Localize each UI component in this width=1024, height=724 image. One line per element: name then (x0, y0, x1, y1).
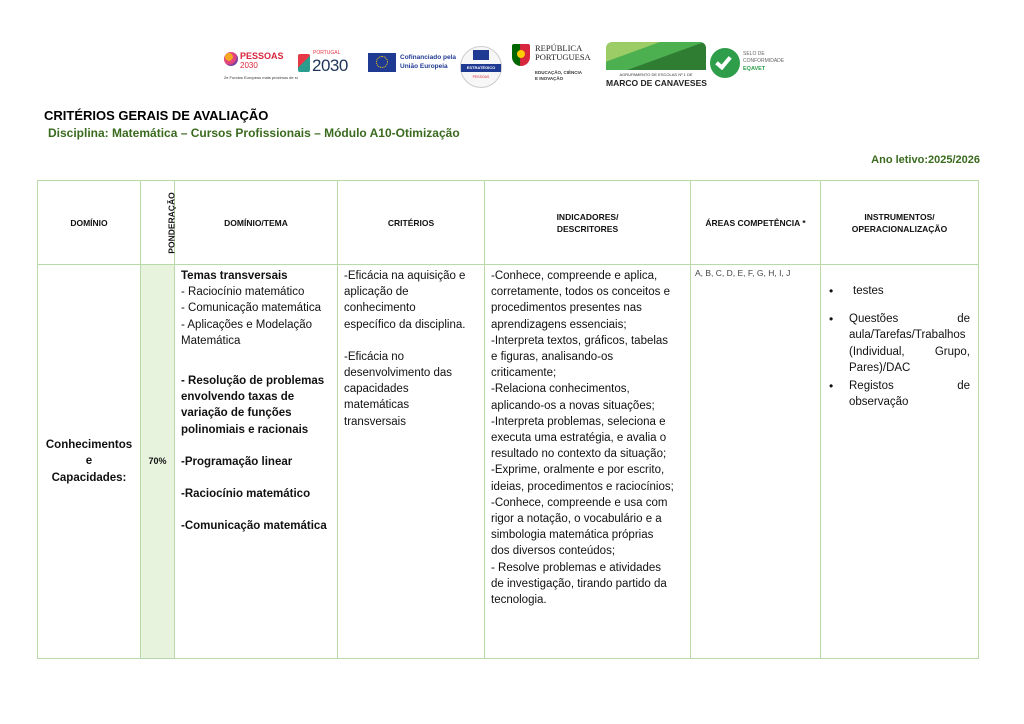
pessoas-mark-icon (224, 52, 238, 66)
checkmark-icon (710, 48, 740, 78)
ponderacao-value: 70% (141, 265, 175, 659)
header-criterios: CRITÉRIOS (338, 181, 485, 265)
indicador-line: criticamente; (491, 367, 557, 380)
criterio-line: desenvolvimento das (344, 367, 453, 380)
criterio-line: transversais (344, 415, 406, 428)
header-indicadores-line-2: DESCRITORES (556, 223, 619, 234)
hills-icon (606, 42, 706, 70)
portugal-2030-name: 2030 (312, 56, 348, 75)
republica-line-1: REPÚBLICA (535, 43, 583, 53)
instrumentos-list (821, 265, 978, 410)
tema-topic-comunicacao: -Comunicação matemática (181, 520, 327, 533)
republica-ministry (535, 70, 582, 82)
instrumento-text: Registos de observação (849, 380, 970, 409)
indicador-line: tecnologia. (491, 594, 547, 607)
eqavet-logo (710, 42, 800, 92)
indicador-line: -Interpreta problemas, seleciona e (491, 415, 666, 428)
dominio-line-2: e (85, 455, 93, 468)
indicador-line: e figuras, analisando-os (491, 351, 614, 364)
indicador-line: ideias, procedimentos e raciocínios; (491, 480, 674, 493)
header-ponderacao (141, 181, 175, 265)
pessoas-logo-name: PESSOAS (240, 51, 284, 61)
header-instrumentos-line-2: OPERACIONALIZAÇÃO (851, 223, 948, 234)
agrupamento-line-1: AGRUPAMENTO DE ESCOLAS Nº 1 DE (619, 72, 693, 77)
partner-logos-bar (222, 42, 802, 92)
pessoas-2030-logo (222, 42, 298, 92)
indicador-line: de investigação, tirando partido da (491, 577, 667, 590)
tema-topic-resolucao: polinomiais e racionais (181, 423, 309, 436)
agrupamento-line-2: MARCO DE CANAVESES (606, 78, 707, 88)
list-item (829, 311, 970, 376)
portugal-2030-logo (296, 42, 356, 92)
indicador-line: -Conhece, compreende e usa com (491, 496, 668, 509)
eu-line-1: Cofinanciado pela (400, 54, 456, 61)
instrumento-text: Questões de aula/Tarefas/Trabalhos (Individual, Grupo, Pares)/DAC (849, 313, 970, 374)
dominio-cell (38, 265, 141, 659)
indicador-line: executa uma estratégia, e avalia o (491, 432, 667, 445)
eqavet-seal-text (743, 51, 784, 64)
republica-line-2: PORTUGUESA (535, 52, 591, 62)
republica-name (535, 44, 591, 62)
eqavet-name: EQAVET (743, 66, 766, 72)
tema-item: - Raciocínio matemático (181, 286, 305, 299)
plano-estrategico-logo (458, 42, 506, 92)
republica-sub-2: E INOVAÇÃO (535, 76, 564, 81)
criterios-cell (338, 265, 485, 659)
table-header-row (38, 181, 979, 265)
tema-topic-resolucao: envolvendo taxas de (181, 391, 295, 404)
header-indicadores (485, 181, 691, 265)
indicador-line: resultado no contexto da situação; (491, 448, 667, 461)
indicador-line: -Conhece, compreende e aplica, (491, 270, 658, 282)
criterio-line: conhecimento (344, 302, 416, 315)
tema-topic-resolucao: variação de funções (181, 407, 292, 420)
republica-portuguesa-logo (512, 42, 604, 92)
criterio-line: -Eficácia no (344, 350, 405, 363)
header-instrumentos (821, 181, 979, 265)
plano-eu-flag-icon (473, 50, 489, 60)
indicador-line: rigor a notação, o vocabulário e a (491, 513, 662, 526)
indicador-line: -Exprime, oralmente e por escrito, (491, 464, 665, 477)
indicador-line: corretamente, todos os conceitos e (491, 286, 670, 299)
tema-item: - Comunicação matemática (181, 302, 321, 315)
indicador-line: aplicando-os a novas situações; (491, 399, 655, 412)
indicador-line: simbologia matemática próprias (491, 529, 654, 542)
tema-heading: Temas transversais (181, 270, 288, 282)
plano-sub-text: PESSOAS (472, 75, 490, 79)
criterio-line: -Eficácia na aquisição e (344, 270, 466, 282)
header-tema: DOMÍNIO/TEMA (175, 181, 338, 265)
portugal-2030-small: PORTUGAL (313, 50, 341, 56)
areas-cell (691, 265, 821, 659)
tema-topic-raciocinio: -Raciocínio matemático (181, 488, 311, 501)
indicador-line: -Relaciona conhecimentos, (491, 383, 630, 396)
tema-cell (175, 265, 338, 659)
criteria-table (37, 180, 979, 659)
tema-topic-resolucao: - Resolução de problemas (181, 375, 325, 388)
areas-competencia-list: A, B, C, D, E, F, G, H, I, J (695, 268, 791, 278)
document-subtitle: Disciplina: Matemática – Cursos Profissionais – Módulo A10-Otimização (48, 126, 460, 140)
header-ponderacao-text: PONDERAÇÃO (166, 191, 177, 254)
tema-item: - Aplicações e Modelação (181, 318, 313, 331)
pessoas-logo-year: 2030 (240, 61, 258, 70)
republica-sub-1: EDUCAÇÃO, CIÊNCIA (535, 70, 583, 75)
school-year: Ano letivo:2025/2026 (871, 154, 980, 166)
indicador-line: - Resolve problemas e atividades (491, 561, 662, 574)
indicador-line: aprendizagens essenciais; (491, 318, 627, 331)
eu-line-2: União Europeia (400, 63, 448, 70)
dominio-line-3: Capacidades: (51, 471, 127, 484)
eu-cofinanced-text (400, 53, 456, 71)
indicador-line: dos diversos conteúdos; (491, 545, 616, 558)
dominio-line-1: Conhecimentos (45, 439, 133, 452)
list-item (829, 378, 970, 410)
document-title: CRITÉRIOS GERAIS DE AVALIAÇÃO (44, 108, 269, 123)
header-indicadores-line-1: INDICADORES/ (556, 211, 619, 222)
criterio-line: capacidades (344, 383, 409, 396)
indicador-line: procedimentos presentes nas (491, 302, 642, 315)
portugal-2030-mark-icon (298, 54, 310, 72)
pessoas-logo-tagline: 2e Fundos Europeus mais próximos de si (224, 75, 298, 80)
table-row (38, 265, 979, 659)
header-areas: ÁREAS COMPETÊNCIA * (691, 181, 821, 265)
tema-item: Matemática (181, 334, 241, 347)
tema-topic-programacao: -Programação linear (181, 455, 293, 468)
header-instrumentos-line-1: INSTRUMENTOS/ (864, 211, 935, 222)
list-item (829, 283, 970, 299)
indicadores-cell (485, 265, 691, 659)
header-dominio: DOMÍNIO (38, 181, 141, 265)
plano-band-text: ESTRATÉGICO (461, 64, 501, 72)
criterio-line: matemáticas (344, 399, 410, 412)
eqavet-line-2: CONFORMIDADE (743, 57, 785, 64)
criterio-line: aplicação de (344, 286, 409, 299)
eqavet-line-1: SELO DE (743, 51, 765, 57)
portugal-shield-icon (512, 44, 530, 66)
instrumentos-cell (821, 265, 979, 659)
eu-flag-icon (368, 53, 396, 72)
instrumento-text: testes (853, 285, 884, 297)
indicador-line: -Interpreta textos, gráficos, tabelas (491, 334, 669, 347)
criterio-line: específico da disciplina. (344, 318, 466, 331)
agrupamento-escolas-logo (606, 42, 710, 92)
eu-cofinanced-logo (368, 42, 463, 92)
